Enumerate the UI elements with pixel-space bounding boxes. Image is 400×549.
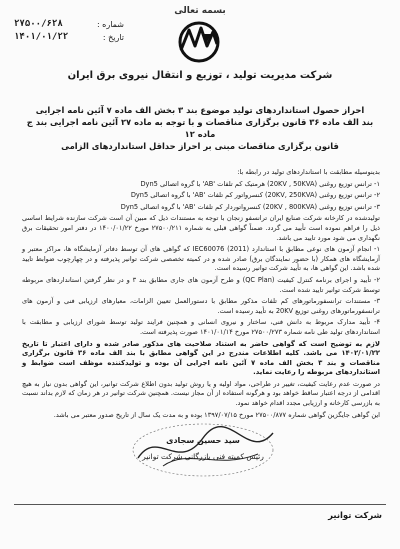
title-line: قانون برگزاری مناقصات مبنی بر احراز حداقل استانداردهای الزامی: [61, 141, 339, 151]
body-paragraph: تولیدشده در کارخانه شرکت صنایع ایران ترانسفو زنجان با توجه به مستندات ذیل که مبین آن است شرکت سازنده شرایط اساسی ذیل را فراهم نموده است تأیید می گردد. ضمناً گواهی قبلی به شماره ۲۷۵۰۰/۲۱۱ مورخ ۱۴۰۰/۰۱/۲۲ در دفتر امور تحقیقات برق نگهداری می شود مورد تایید می باشد.: [22, 214, 380, 242]
body-paragraph: ۳- مستندات ترانسفورماتورهای کم تلفات مذکور مطابق با دستورالعمل تعیین الزامات، معیارهای ارزیابی فنی و آزمون های ترانسفورماتورهای روغنی توزیع 20KV به تأیید رسیده است.: [22, 297, 380, 315]
body-paragraph: ۲- تأیید و اجرای برنامه کنترل کیفیت (QC Plan) و طرح آزمون های جاری مطابق بند ۳ و در نظر گرفتن استانداردهای مربوطه توسط شرکت توانیر تایید شده است.: [22, 275, 380, 294]
letter-date-label: تاریخ :: [102, 33, 124, 42]
body-paragraph-bold: لازم به توضیح است که گواهی حاضر به استناد صلاحیت های مذکور صادر شده و دارای اعتبار تا تاریخ ۱۴۰۲/۰۱/۲۲ می باشد. کلیه اطلاعات مندرج در این گواهی مطابق با بند الف ماده ۳۶ قانون برگزاری مناقصات و بند ۳ بخش الف ماده ۷ آئین نامه اجرایی آن بوده و تولیدکننده موظف است ضوابط و استانداردهای مربوطه را رعایت نماید.: [22, 339, 381, 377]
signatory-role: رئیس کمیته فنی بازرگانی شرکت توانیر: [142, 452, 264, 461]
letter-date-value: ۱۴۰۱/۰۱/۲۲: [14, 32, 69, 42]
body-paragraph: ۴- تأیید مدارک مربوط به دانش فنی، ساختار و نیروی انسانی و همچنین فرایند تولید توسط شورای ارزیابی و مطابقت با استانداردهای تولید طی نامه شماره ۲۷۵۰۰/۲۷۳ مورخ ۱۴۰۱/۰۱/۱۴ صورت پذیرفته است.: [22, 318, 380, 336]
company-logo-icon: [173, 20, 225, 64]
body-intro: بدینوسیله مطابقت با استانداردهای تولید در رابطه با:: [237, 168, 380, 176]
letter-title: [22, 104, 378, 152]
body-item: ۲- ترانس توزیع روغنی (20KV, 250KVA) کنسرواتور کم تلفات 'AB' با گروه اتصالی Dyn5: [130, 191, 380, 200]
bismillah-heading: بسمه تعالی: [174, 6, 226, 16]
body-paragraph: این گواهی جایگزین گواهی شماره ۲۷۵۰۰/۸۷۷ مورخ ۱۳۹۷/۰۷/۱۵ بوده و به مدت یک سال از تاریخ صدور معتبر می باشد.: [53, 410, 380, 419]
letter-number-value: ۲۷۵۰۰/۶۲۸: [14, 19, 63, 29]
body-item: ۱- ترانس توزیع روغنی (20KV , 50KVA) هرمتیک کم تلفات 'AB' با گروه اتصالی Dyn5: [140, 179, 380, 188]
letter-number-label: شماره :: [96, 20, 124, 29]
title-line: بند الف ماده ۳۶ قانون برگزاری مناقصات و با توجه به ماده ۲۷ آئین نامه اجرایی بند ج ماده ۱۲: [26, 117, 374, 139]
footer-company: شرکت توانیر: [328, 511, 382, 521]
signature-block: [108, 418, 298, 482]
body-item: ۳- ترانس توزیع روغنی (20KV , 800KVA) کنسرواتوردار کم تلفات 'AB' با گروه اتصالی Dyn5: [120, 202, 380, 211]
title-line: احراز حصول استانداردهای تولید موضوع بند ۳ بخش الف ماده ۷ آئین نامه اجرایی: [35, 105, 365, 115]
footer-divider: [14, 504, 386, 505]
letter-number-row: [14, 18, 124, 31]
body-paragraph: ۱- انجام آزمون های نوعی مطابق با استاندارد (IEC60076 (2011 که گواهی های آن توسط دفاتر آزمایشگاه ها، مراکز معتبر و آزمایشگاه های همکار (با حضور نمایندگان برق) صادر شده و در کمیته تخصصی شرکت توانیر پذیرفته و در چهارچوب ضوابط تایید شده باشد. این گواهی ها، به تأیید شرکت توانیر رسیده است.: [22, 245, 380, 273]
body-paragraph: در صورت عدم رعایت کیفیت، تغییر در طراحی، مواد اولیه و یا روش تولید بدون اطلاع شرکت توانیر، این گواهی بدون نیاز به هیچ اقدامی از درجه اعتبار ساقط خواهد بود و هرگونه استفاده از آن مجاز نیست. همچنین شرکت توانیر در هر زمان که لازم بداند نسبت به بازرسی کارخانه و ارزیابی مجدد اقدام خواهد نمود.: [22, 379, 380, 408]
company-name: شرکت مدیریت تولید ، توزیع و انتقال نیروی برق ایران: [67, 70, 333, 81]
letter-meta: [14, 18, 124, 44]
signature-scribble-icon: [108, 418, 298, 482]
letter-body: [22, 168, 380, 422]
letter-date-row: [14, 31, 124, 44]
signatory-name: سید حسین سجادی: [166, 436, 240, 445]
